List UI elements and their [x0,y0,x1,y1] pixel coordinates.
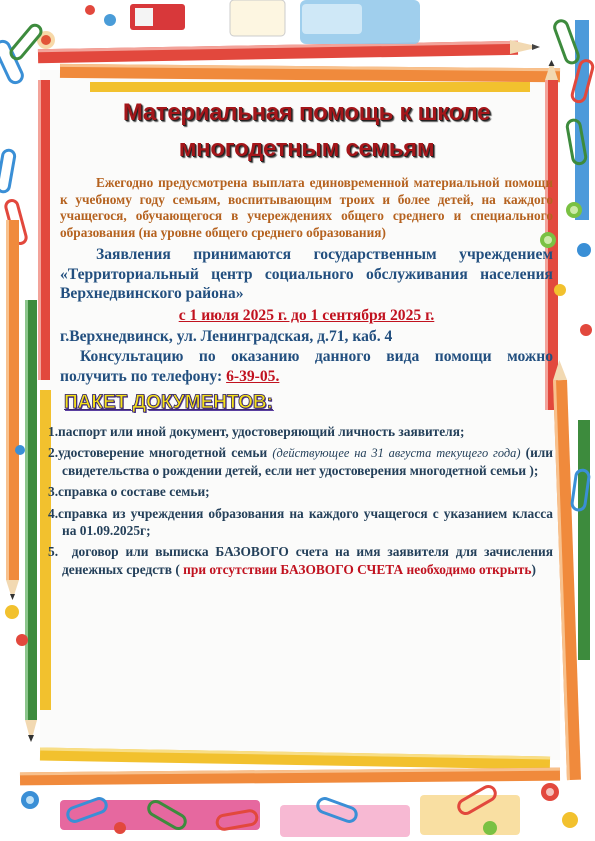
document-text: справка о составе семьи; [58,484,210,500]
consultation-text: Консультацию по оказанию данного вида помощи можно получить по телефону: [60,347,553,385]
document-item-2 [48,444,553,480]
document-number: 1. [48,423,59,439]
documents-heading: ПАКЕТ ДОКУМЕНТОВ: [64,391,273,413]
document-text: удостоверение многодетной семьи [58,444,268,460]
announcement-content [48,95,554,582]
document-number: 4. [48,505,59,521]
consultation-paragraph [60,347,553,387]
applications-paragraph: Заявления принимаются государственным учреждением «Территориальный центр социального обслуживания населения Верхнедвинского района» [60,246,553,303]
document-text-continued: (или свидетельства о рождении детей, если нет удостоверения многодетной семьи ); [62,444,554,479]
address-line: г.Верхнедвинск, ул. Ленинградская, д.71, каб. 4 [60,327,393,345]
application-dates: с 1 июля 2025 г. до 1 сентября 2025 г. [178,306,435,324]
document-text-close: ) [531,561,536,577]
document-text: справка из учреждения образования на каждого учащегося с указанием класса на 01.09.2025г; [58,505,553,539]
document-item-1 [48,423,553,440]
document-item-3 [48,483,553,500]
document-warning-red: при отсутствии БАЗОВОГО СЧЕТА необходимо открыть [183,561,532,577]
document-text: паспорт или иной документ, удостоверяющий личность заявителя; [58,423,465,439]
document-number: 3. [48,484,59,500]
document-text: договор или выписка БАЗОВОГО счета на имя заявителя для зачисления денежных средств ( [62,544,554,577]
left-pencils [6,80,51,742]
phone-number: 6-39-05. [226,367,280,385]
page-title [60,95,553,167]
top-pencils [37,0,560,92]
document-item-5 [48,543,553,578]
intro-paragraph: Ежегодно предусмотрена выплата единовременной материальной помощи к учебному году семьям, воспитывающим троих и более детей, на каждого учащегося, обучающегося в учереждениях общего среднего и специального образования (на уровне общего среднего образования) [60,175,553,240]
title-line-1: Материальная помощь к школе [122,99,491,126]
title-line-2: многодетным семьям [178,135,435,162]
document-note-italic: (действующее на 31 августа текущего года) [272,445,521,460]
document-item-4 [48,505,553,540]
documents-list [48,423,553,578]
document-number: 5. [48,544,59,560]
document-number: 2. [48,444,59,460]
paperclip-cluster-top-left [0,23,43,245]
